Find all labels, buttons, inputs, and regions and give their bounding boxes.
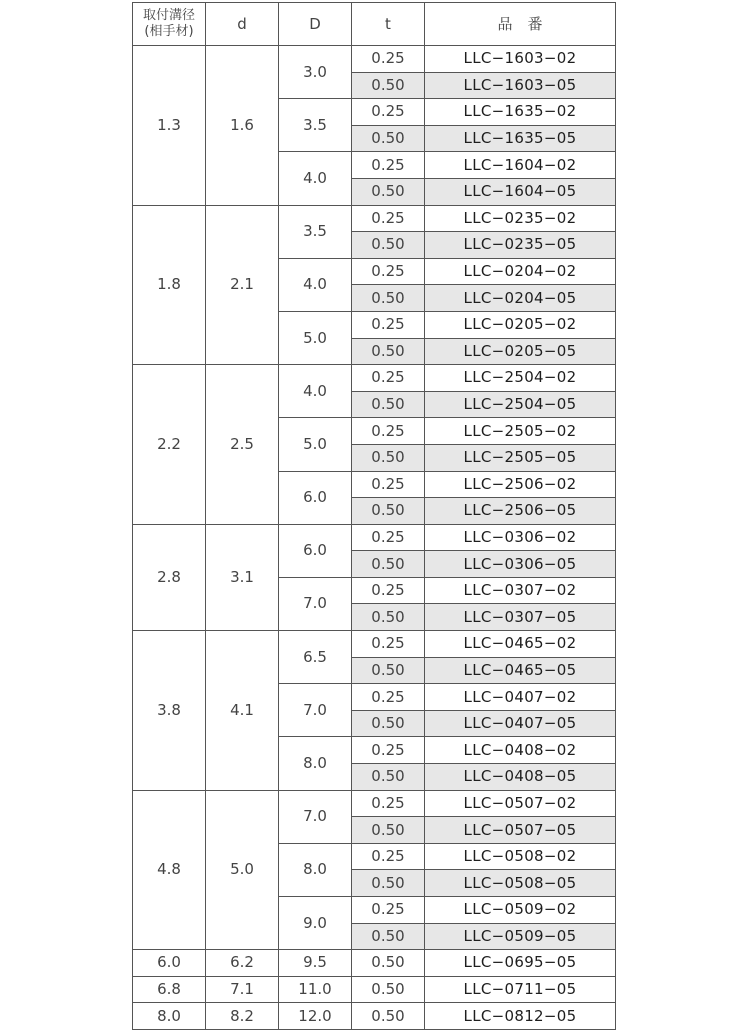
table-row	[133, 1003, 616, 1030]
t-cell: 0.50	[352, 391, 425, 418]
header-d: d	[206, 3, 279, 46]
mount-groove-diameter-cell: 6.8	[133, 976, 206, 1003]
header-t: t	[352, 3, 425, 46]
part-number-cell: LLC−0235−02	[425, 205, 616, 232]
mount-groove-diameter-cell: 6.0	[133, 950, 206, 977]
d-cell: 5.0	[206, 790, 279, 950]
part-number-cell: LLC−0509−05	[425, 923, 616, 950]
spec-table	[132, 2, 616, 1030]
part-number-cell: LLC−1604−05	[425, 178, 616, 205]
t-cell: 0.50	[352, 498, 425, 525]
t-cell: 0.25	[352, 311, 425, 338]
mount-groove-diameter-cell: 8.0	[133, 1003, 206, 1030]
t-cell: 0.25	[352, 577, 425, 604]
t-cell: 0.25	[352, 737, 425, 764]
t-cell: 0.50	[352, 1003, 425, 1030]
mount-groove-diameter-cell: 4.8	[133, 790, 206, 950]
table-body	[133, 46, 616, 1030]
t-cell: 0.25	[352, 152, 425, 179]
table-row	[133, 976, 616, 1003]
table-header	[133, 3, 616, 46]
part-number-cell: LLC−0204−02	[425, 258, 616, 285]
part-number-cell: LLC−0205−02	[425, 311, 616, 338]
part-number-cell: LLC−0204−05	[425, 285, 616, 312]
part-number-cell: LLC−0465−05	[425, 657, 616, 684]
part-number-cell: LLC−0307−02	[425, 577, 616, 604]
D-cell: 4.0	[279, 365, 352, 418]
mount-groove-diameter-cell: 2.8	[133, 524, 206, 630]
part-number-cell: LLC−0507−02	[425, 790, 616, 817]
t-cell: 0.50	[352, 338, 425, 365]
t-cell: 0.50	[352, 976, 425, 1003]
mount-groove-diameter-cell: 1.3	[133, 46, 206, 206]
d-cell: 8.2	[206, 1003, 279, 1030]
t-cell: 0.25	[352, 897, 425, 924]
t-cell: 0.25	[352, 258, 425, 285]
part-number-cell: LLC−1603−02	[425, 46, 616, 73]
d-cell: 7.1	[206, 976, 279, 1003]
part-number-cell: LLC−1603−05	[425, 72, 616, 99]
t-cell: 0.50	[352, 710, 425, 737]
D-cell: 4.0	[279, 152, 352, 205]
header-row	[133, 3, 616, 46]
d-cell: 1.6	[206, 46, 279, 206]
part-number-cell: LLC−0465−02	[425, 631, 616, 658]
table-row	[133, 46, 616, 73]
header-mount-groove-diameter	[133, 3, 206, 46]
D-cell: 9.0	[279, 897, 352, 950]
D-cell: 5.0	[279, 311, 352, 364]
D-cell: 8.0	[279, 843, 352, 896]
part-number-cell: LLC−0408−02	[425, 737, 616, 764]
t-cell: 0.25	[352, 99, 425, 126]
d-cell: 6.2	[206, 950, 279, 977]
D-cell: 8.0	[279, 737, 352, 790]
t-cell: 0.25	[352, 631, 425, 658]
d-cell: 2.5	[206, 365, 279, 525]
mount-groove-diameter-cell: 2.2	[133, 365, 206, 525]
part-number-cell: LLC−2506−05	[425, 498, 616, 525]
table-row	[133, 950, 616, 977]
t-cell: 0.50	[352, 657, 425, 684]
t-cell: 0.50	[352, 285, 425, 312]
D-cell: 6.0	[279, 471, 352, 524]
mount-groove-diameter-cell: 1.8	[133, 205, 206, 365]
part-number-cell: LLC−0235−05	[425, 232, 616, 259]
part-number-cell: LLC−0205−05	[425, 338, 616, 365]
part-number-cell: LLC−0407−02	[425, 684, 616, 711]
part-number-cell: LLC−2505−05	[425, 444, 616, 471]
D-cell: 5.0	[279, 418, 352, 471]
t-cell: 0.50	[352, 817, 425, 844]
t-cell: 0.25	[352, 684, 425, 711]
header-mount-line1: 取付溝径	[142, 8, 195, 23]
D-cell: 9.5	[279, 950, 352, 977]
header-mount-line2: (相手材)	[144, 24, 194, 39]
t-cell: 0.25	[352, 790, 425, 817]
t-cell: 0.25	[352, 471, 425, 498]
part-number-cell: LLC−0695−05	[425, 950, 616, 977]
table-row	[133, 790, 616, 817]
t-cell: 0.50	[352, 125, 425, 152]
D-cell: 12.0	[279, 1003, 352, 1030]
D-cell: 11.0	[279, 976, 352, 1003]
part-number-cell: LLC−2504−02	[425, 365, 616, 392]
t-cell: 0.50	[352, 444, 425, 471]
part-number-cell: LLC−0306−05	[425, 551, 616, 578]
table-row	[133, 365, 616, 392]
part-number-cell: LLC−1635−05	[425, 125, 616, 152]
t-cell: 0.25	[352, 205, 425, 232]
part-number-cell: LLC−0307−05	[425, 604, 616, 631]
d-cell: 3.1	[206, 524, 279, 630]
part-number-cell: LLC−2506−02	[425, 471, 616, 498]
t-cell: 0.50	[352, 551, 425, 578]
d-cell: 2.1	[206, 205, 279, 365]
table-row	[133, 205, 616, 232]
part-number-cell: LLC−0507−05	[425, 817, 616, 844]
t-cell: 0.25	[352, 524, 425, 551]
part-number-cell: LLC−0508−02	[425, 843, 616, 870]
D-cell: 3.5	[279, 99, 352, 152]
t-cell: 0.50	[352, 870, 425, 897]
t-cell: 0.50	[352, 923, 425, 950]
D-cell: 6.5	[279, 631, 352, 684]
table-row	[133, 631, 616, 658]
t-cell: 0.50	[352, 72, 425, 99]
t-cell: 0.50	[352, 950, 425, 977]
part-number-cell: LLC−0508−05	[425, 870, 616, 897]
D-cell: 7.0	[279, 577, 352, 630]
header-D: D	[279, 3, 352, 46]
t-cell: 0.25	[352, 843, 425, 870]
mount-groove-diameter-cell: 3.8	[133, 631, 206, 791]
t-cell: 0.25	[352, 365, 425, 392]
part-number-cell: LLC−0408−05	[425, 764, 616, 791]
D-cell: 3.0	[279, 46, 352, 99]
part-number-cell: LLC−2504−05	[425, 391, 616, 418]
part-number-cell: LLC−1635−02	[425, 99, 616, 126]
t-cell: 0.25	[352, 418, 425, 445]
part-number-cell: LLC−0812−05	[425, 1003, 616, 1030]
part-number-cell: LLC−2505−02	[425, 418, 616, 445]
d-cell: 4.1	[206, 631, 279, 791]
t-cell: 0.50	[352, 178, 425, 205]
D-cell: 4.0	[279, 258, 352, 311]
part-number-cell: LLC−0711−05	[425, 976, 616, 1003]
part-number-cell: LLC−0407−05	[425, 710, 616, 737]
header-part-number: 品 番	[425, 3, 616, 46]
D-cell: 7.0	[279, 790, 352, 843]
D-cell: 3.5	[279, 205, 352, 258]
t-cell: 0.50	[352, 232, 425, 259]
t-cell: 0.50	[352, 604, 425, 631]
part-number-cell: LLC−0509−02	[425, 897, 616, 924]
t-cell: 0.50	[352, 764, 425, 791]
part-number-cell: LLC−0306−02	[425, 524, 616, 551]
part-number-cell: LLC−1604−02	[425, 152, 616, 179]
D-cell: 7.0	[279, 684, 352, 737]
table-row	[133, 524, 616, 551]
t-cell: 0.25	[352, 46, 425, 73]
D-cell: 6.0	[279, 524, 352, 577]
